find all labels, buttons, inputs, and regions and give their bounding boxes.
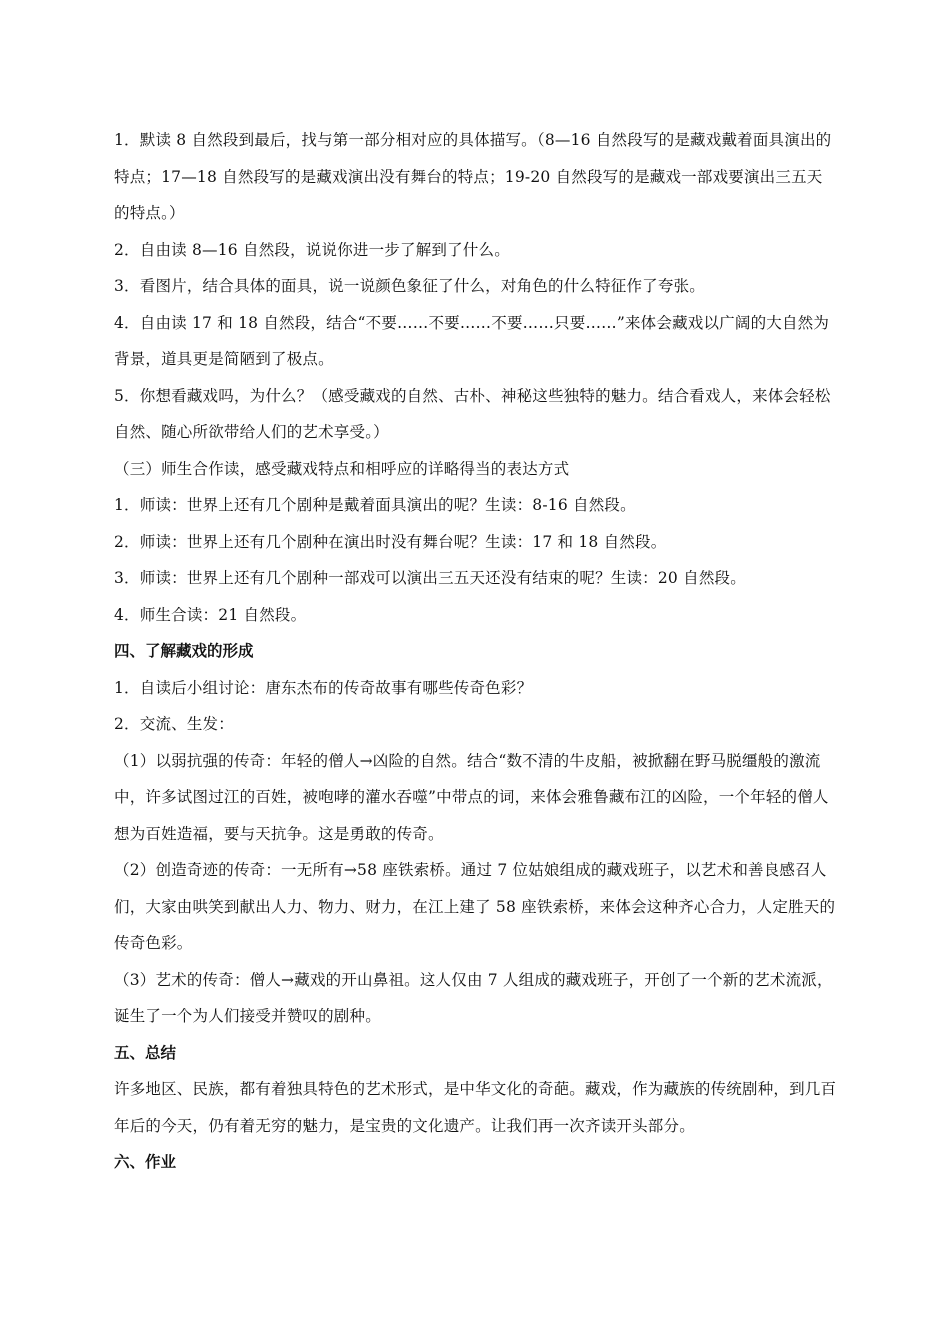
paragraph-11: 1．自读后小组讨论：唐东杰布的传奇故事有哪些传奇色彩？ <box>114 678 533 697</box>
paragraph-13: （1）以弱抗强的传奇：年轻的僧人→凶险的自然。结合“数不清的牛皮船，被掀翻在野马脱缰般的激流中，许多试图过江的百姓，被咆哮的灌水吞噬”中带点的词，来体会雅鲁藏布江的凶险，一个年轻的僧人想为百姓造福，要与天抗争。这是勇敢的传奇。 <box>114 751 829 843</box>
paragraph-16: 许多地区、民族，都有着独具特色的艺术形式，是中华文化的奇葩。藏戏，作为藏族的传统剧种，到几百年后的今天，仍有着无穷的魅力，是宝贵的文化遗产。让我们再一次齐读开头部分。 <box>114 1080 837 1135</box>
section-five-heading: 五、总结 <box>114 1043 177 1062</box>
paragraph-15: （3）艺术的传奇：僧人→藏戏的开山鼻祖。这人仅由 7 人组成的藏戏班子，开创了一个新的艺术流派，诞生了一个为人们接受并赞叹的剧种。 <box>114 970 833 1025</box>
document-page <box>114 122 838 1181</box>
section-four-heading: 四、了解藏戏的形成 <box>114 642 254 660</box>
paragraph-4: 4．自由读 17 和 18 自然段，结合“不要……不要……不要……只要……”来体会藏戏以广阔的大自然为背景，道具更是简陋到了极点。 <box>114 313 830 368</box>
paragraph-1: 1．默读 8 自然段到最后，找与第一部分相对应的具体描写。（8—16 自然段写的是藏戏戴着面具演出的特点；17—18 自然段写的是藏戏演出没有舞台的特点；19-20 自然段写的是藏戏一部戏要演出三五天的特点。） <box>114 131 832 222</box>
paragraph-9: 3．师读：世界上还有几个剧种一部戏可以演出三五天还没有结束的呢？生读：20 自然段。 <box>114 569 746 587</box>
paragraph-8: 2．师读：世界上还有几个剧种在演出时没有舞台呢？生读：17 和 18 自然段。 <box>114 532 667 551</box>
paragraph-12: 2．交流、生发： <box>114 715 234 733</box>
paragraph-5: 5．你想看藏戏吗，为什么？（感受藏戏的自然、古朴、神秘这些独特的魅力。结合看戏人，来体会轻松自然、随心所欲带给人们的艺术享受。） <box>114 386 831 441</box>
paragraph-14: （2）创造奇迹的传奇：一无所有→58 座铁索桥。通过 7 位姑娘组成的藏戏班子，以艺术和善良感召人们，大家由哄笑到献出人力、物力、财力，在江上建了 58 座铁索桥，来体会这种齐心合力，人定胜天的传奇色彩。 <box>114 861 836 952</box>
paragraph-2: 2．自由读 8—16 自然段，说说你进一步了解到了什么。 <box>114 240 510 259</box>
paragraph-7: 1．师读：世界上还有几个剧种是戴着面具演出的呢？生读：8-16 自然段。 <box>114 496 636 514</box>
subsection-three-title: （三）师生合作读，感受藏戏特点和相呼应的详略得当的表达方式 <box>114 459 570 478</box>
paragraph-10: 4．师生合读：21 自然段。 <box>114 605 307 624</box>
section-six-heading: 六、作业 <box>114 1153 177 1171</box>
paragraph-3: 3．看图片，结合具体的面具，说一说颜色象征了什么，对角色的什么特征作了夸张。 <box>114 277 705 295</box>
